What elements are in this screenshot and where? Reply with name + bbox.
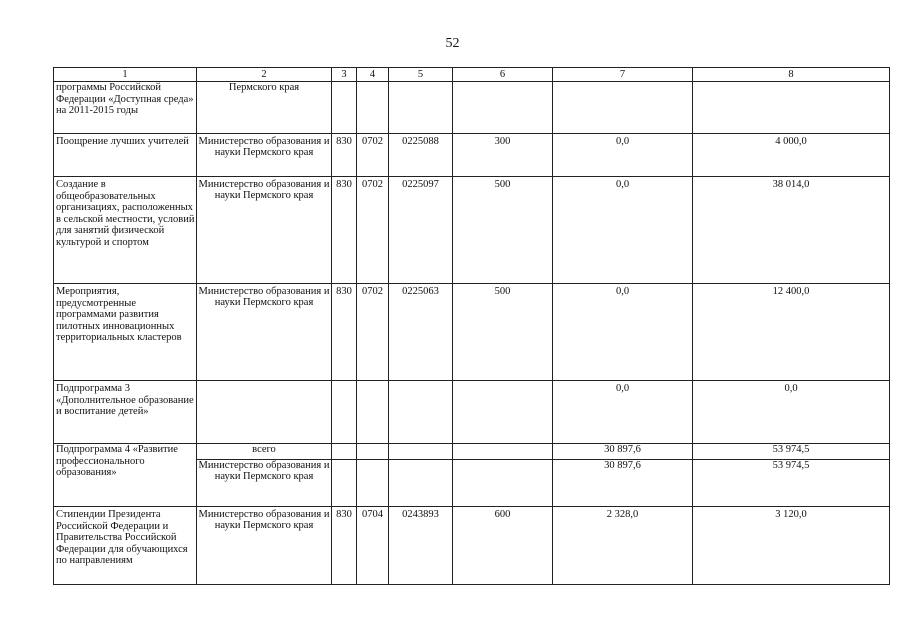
row-col8: 12 400,0 <box>693 284 890 381</box>
row-col7: 0,0 <box>553 177 693 284</box>
row-col5 <box>389 82 453 134</box>
row-col8: 53 974,5 <box>693 444 890 460</box>
row-col4 <box>357 460 389 507</box>
row-recipient: Пермского края <box>197 82 332 134</box>
header-cell-2: 2 <box>197 68 332 82</box>
row-col6: 600 <box>453 507 553 585</box>
budget-table <box>53 67 890 585</box>
row-name: Стипендии Президента Российской Федерации и Правительства Российской Федерации для обучающихся по направлениям <box>54 507 197 585</box>
row-col3 <box>332 82 357 134</box>
row-name: Подпрограмма 3 «Дополнительное образование и воспитание детей» <box>54 381 197 444</box>
row-col5 <box>389 381 453 444</box>
page-number: 52 <box>445 36 460 51</box>
row-col4: 0702 <box>357 134 389 177</box>
row-name: Создание в общеобразовательных организациях, расположенных в сельской местности, условий для занятий физической культурой и спортом <box>54 177 197 284</box>
row-col7: 30 897,6 <box>553 460 693 507</box>
row-col7 <box>553 82 693 134</box>
row-col4: 0704 <box>357 507 389 585</box>
row-col4 <box>357 381 389 444</box>
row-col3 <box>332 460 357 507</box>
row-col6 <box>453 82 553 134</box>
header-cell-7: 7 <box>553 68 693 82</box>
row-col8: 38 014,0 <box>693 177 890 284</box>
row-col8 <box>693 82 890 134</box>
table-row <box>54 177 890 284</box>
row-col6 <box>453 460 553 507</box>
row-recipient: Министерство образования и науки Пермского края <box>197 507 332 585</box>
row-col8: 3 120,0 <box>693 507 890 585</box>
row-recipient <box>197 381 332 444</box>
row-name: Подпрограмма 4 «Развитие профессионального образования» <box>54 444 197 507</box>
row-recipient: Министерство образования и науки Пермского края <box>197 177 332 284</box>
row-col7: 30 897,6 <box>553 444 693 460</box>
row-col3: 830 <box>332 284 357 381</box>
row-col4 <box>357 444 389 460</box>
row-col3 <box>332 444 357 460</box>
table-row <box>54 134 890 177</box>
row-col5: 0225063 <box>389 284 453 381</box>
table-row <box>54 444 890 460</box>
row-recipient: Министерство образования и науки Пермского края <box>197 460 332 507</box>
row-recipient: Министерство образования и науки Пермского края <box>197 284 332 381</box>
row-col7: 0,0 <box>553 284 693 381</box>
row-col3 <box>332 381 357 444</box>
header-cell-8: 8 <box>693 68 890 82</box>
row-col8: 53 974,5 <box>693 460 890 507</box>
header-cell-6: 6 <box>453 68 553 82</box>
row-col5: 0225097 <box>389 177 453 284</box>
table-row <box>54 381 890 444</box>
row-col6: 500 <box>453 177 553 284</box>
row-col7: 2 328,0 <box>553 507 693 585</box>
row-col4: 0702 <box>357 177 389 284</box>
row-col8: 0,0 <box>693 381 890 444</box>
row-col7: 0,0 <box>553 381 693 444</box>
row-col5: 0225088 <box>389 134 453 177</box>
row-col5 <box>389 460 453 507</box>
header-row <box>54 68 890 82</box>
row-col4: 0702 <box>357 284 389 381</box>
row-col3: 830 <box>332 177 357 284</box>
row-name: Мероприятия, предусмотренные программами развития пилотных инновационных территориальных кластеров <box>54 284 197 381</box>
row-col8: 4 000,0 <box>693 134 890 177</box>
header-cell-4: 4 <box>357 68 389 82</box>
header-cell-3: 3 <box>332 68 357 82</box>
row-col6 <box>453 381 553 444</box>
row-col6: 300 <box>453 134 553 177</box>
row-col3: 830 <box>332 134 357 177</box>
row-col4 <box>357 82 389 134</box>
row-col3: 830 <box>332 507 357 585</box>
row-name: программы Российской Федерации «Доступная среда» на 2011-2015 годы <box>54 82 197 134</box>
row-col6 <box>453 444 553 460</box>
table-row <box>54 507 890 585</box>
row-recipient: Министерство образования и науки Пермского края <box>197 134 332 177</box>
row-col6: 500 <box>453 284 553 381</box>
row-col7: 0,0 <box>553 134 693 177</box>
header-cell-5: 5 <box>389 68 453 82</box>
table-row <box>54 82 890 134</box>
table-row <box>54 284 890 381</box>
row-name: Поощрение лучших учителей <box>54 134 197 177</box>
row-col5 <box>389 444 453 460</box>
header-cell-1: 1 <box>54 68 197 82</box>
row-recipient: всего <box>197 444 332 460</box>
row-col5: 0243893 <box>389 507 453 585</box>
